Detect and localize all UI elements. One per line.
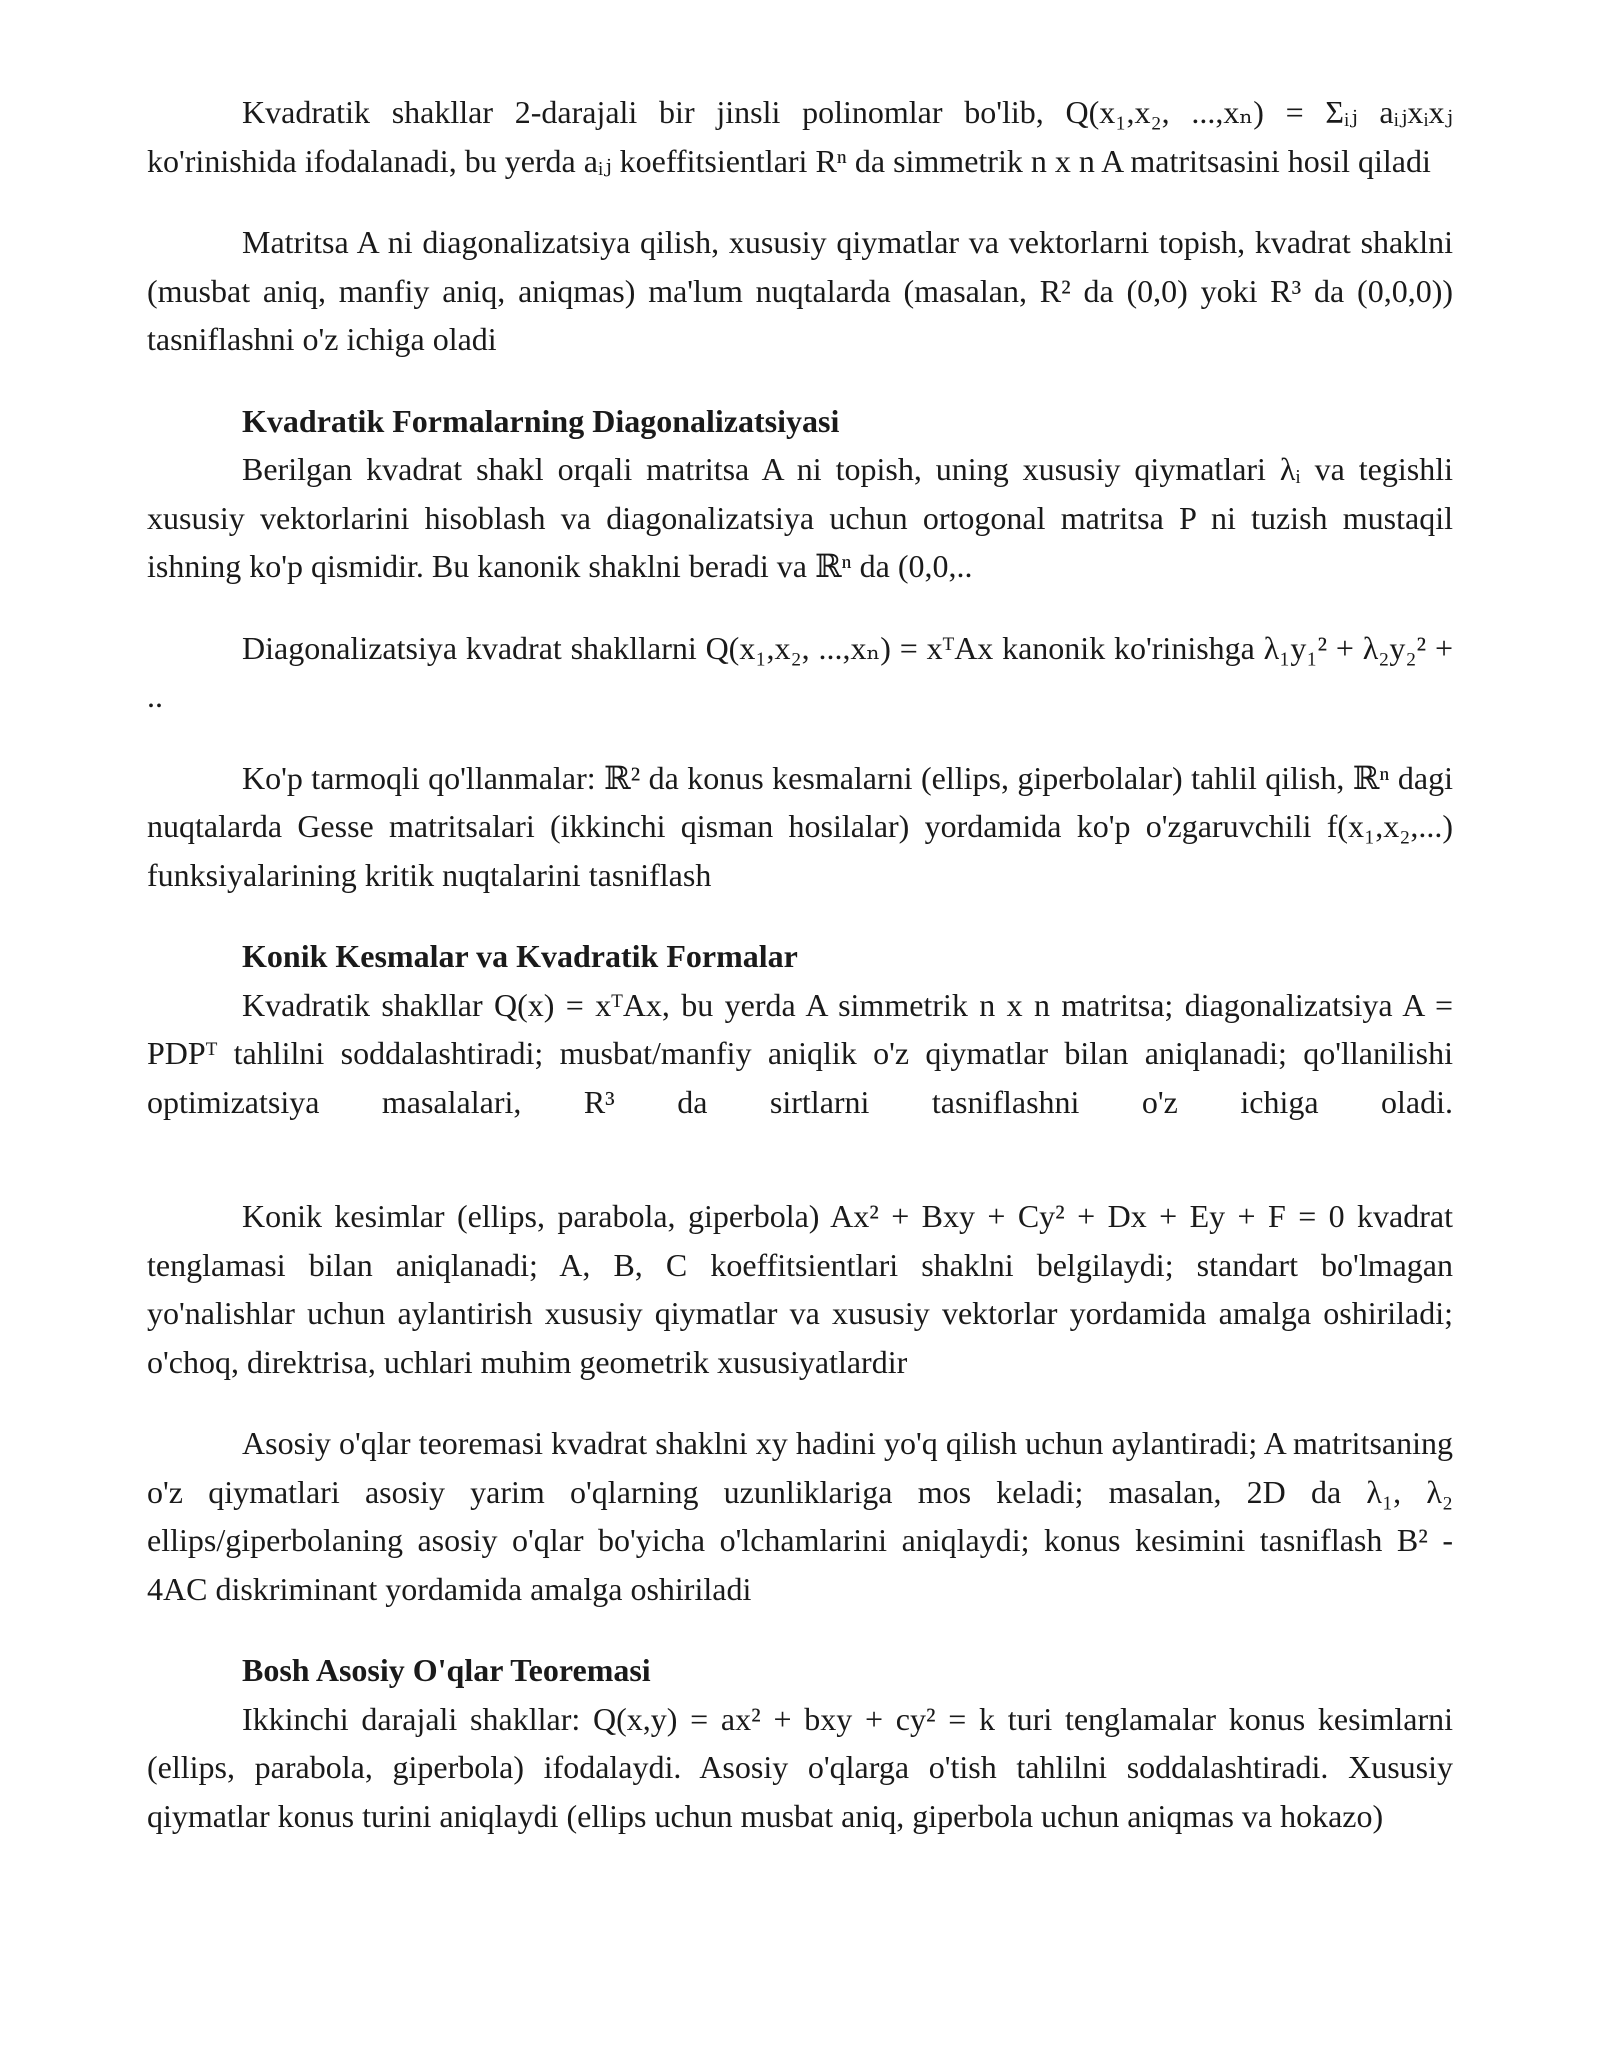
paragraph-conic-equation: Konik kesimlar (ellips, parabola, giperbola) Ax² + Bxy + Cy² + Dx + Ey + F = 0 kvadrat tenglamasi bilan aniqlanadi; A, B, C koeffitsientlari shaklni belgilaydi; standart bo'lmagan yo'nalishlar uchun aylantirish xususiy qiymatlar va xususiy vektorlar yordamida amalga oshiriladi; o'choq, direktrisa, uchlari muhim geometrik xususiyatlardir — [147, 1198, 1453, 1380]
heading-diagonalization: Kvadratik Formalarning Diagonalizatsiyasi — [242, 402, 840, 439]
document-page — [147, 88, 1453, 1840]
paragraph-quadratic-forms-definition: Kvadratik shakllar 2-darajali bir jinsli polinomlar bo'lib, Q(x₁,x₂, ...,xₙ) = Σᵢⱼ aᵢⱼxᵢxⱼ ko'rinishida ifodalanadi, bu yerda aᵢⱼ koeffitsientlari Rⁿ da simmetrik n x n A matritsasini hosil qiladi — [147, 94, 1453, 179]
heading-principal-axes-theorem: Bosh Asosiy O'qlar Teoremasi — [242, 1652, 651, 1688]
paragraph-canonical-form: Diagonalizatsiya kvadrat shakllarni Q(x₁,x₂, ...,xₙ) = xᵀAx kanonik ko'rinishga λ₁y₁² + λ₂y₂² + .. — [147, 629, 1453, 714]
heading-conic-sections: Konik Kesmalar va Kvadratik Formalar — [242, 938, 798, 974]
paragraph-second-degree-forms: Ikkinchi darajali shakllar: Q(x,y) = ax² + bxy + cy² = k turi tenglamalar konus kesimlarni (ellips, parabola, giperbola) ifodalaydi. Asosiy o'qlarga o'tish tahlilni soddalashtiradi. Xususiy qiymatlar konus turini aniqlaydi (ellips uchun musbat aniq, giperbola uchun aniqmas va hokazo) — [147, 1700, 1453, 1834]
paragraph-applications: Ko'p tarmoqli qo'llanmalar: ℝ² da konus kesmalarni (ellips, giperbolalar) tahlil qilish, ℝⁿ dagi nuqtalarda Gesse matritsalari (ikkinchi qisman hosilalar) yordamida ko'p o'zgaruvchili f(x₁,x₂,...) funksiyalarining kritik nuqtalarini tasniflash — [147, 759, 1453, 893]
paragraph-principal-axes: Asosiy o'qlar teoremasi kvadrat shaklni xy hadini yo'q qilish uchun aylantiradi; A matritsaning o'z qiymatlari asosiy yarim o'qlarning uzunliklariga mos keladi; masalan, 2D da λ₁, λ₂ ellips/giperbolaning asosiy o'qlar bo'yicha o'lchamlarini aniqlaydi; konus kesimini tasniflash B² - 4AC diskriminant yordamida amalga oshiriladi — [147, 1425, 1453, 1607]
paragraph-diagonalization-overview: Matritsa A ni diagonalizatsiya qilish, xususiy qiymatlar va vektorlarni topish, kvadrat shaklni (musbat aniq, manfiy aniq, aniqmas) ma'lum nuqtalarda (masalan, R² da (0,0) yoki R³ da (0,0,0)) tasniflashni o'z ichiga oladi — [147, 224, 1453, 357]
paragraph-quadratic-forms-matrix: Kvadratik shakllar Q(x) = xᵀAx, bu yerda A simmetrik n x n matritsa; diagonalizatsiya A = PDPᵀ tahlilni soddalashtiradi; musbat/manfiy aniqlik o'z qiymatlar bilan aniqlanadi; qo'llanilishi optimizatsiya masalalari, R³ da sirtlarni tasniflashni o'z ichiga oladi. — [147, 986, 1453, 1120]
paragraph-eigenvalues-task: Berilgan kvadrat shakl orqali matritsa A ni topish, uning xususiy qiymatlari λᵢ va tegishli xususiy vektorlarini hisoblash va diagonalizatsiya uchun ortogonal matritsa P ni tuzish mustaqil ishning ko'p qismidir. Bu kanonik shaklni beradi va ℝⁿ da (0,0,.. — [147, 451, 1453, 584]
